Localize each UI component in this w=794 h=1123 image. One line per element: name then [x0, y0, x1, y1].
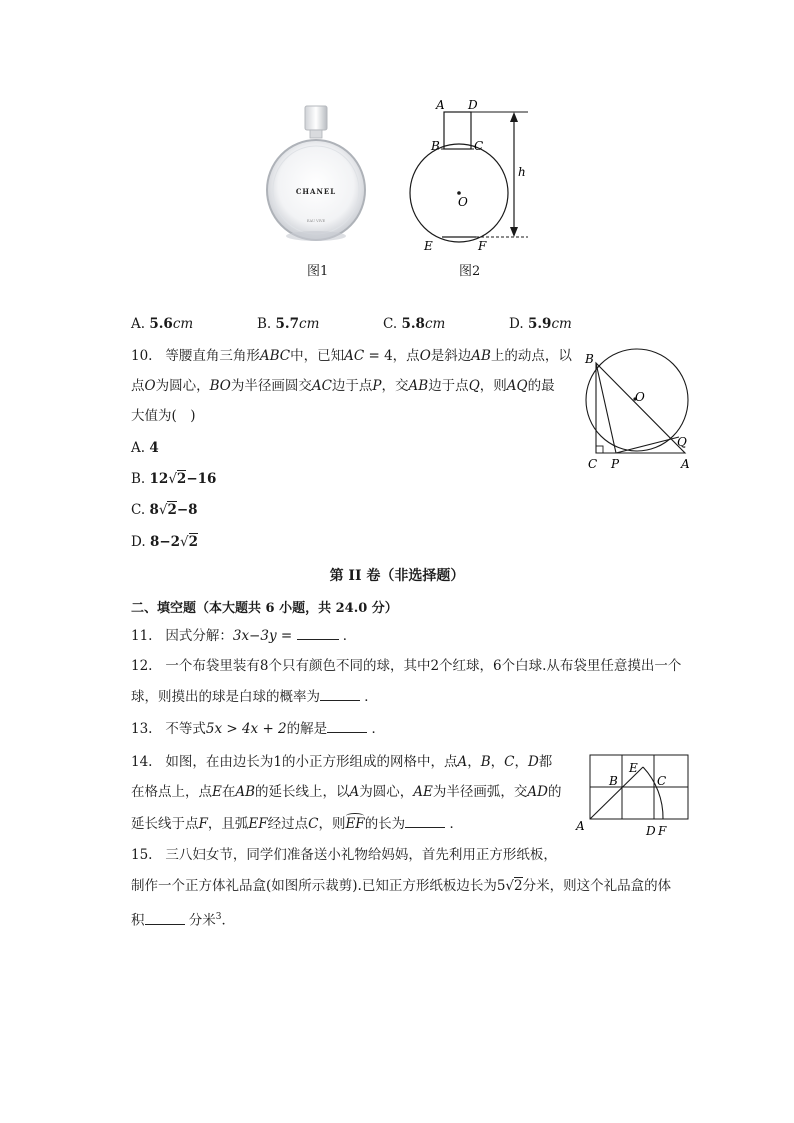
option-value: 12 [149, 471, 169, 487]
math-expression: 3x−3y [232, 628, 277, 644]
label-q: Q [677, 435, 687, 449]
text: 是斜边 [430, 348, 472, 364]
text: ，则 [479, 378, 507, 394]
text: ，交 [381, 378, 409, 394]
triangle-abc [596, 363, 685, 453]
section-fill-in-blank: 二、填空题（本大题共 6 小题，共 24.0 分） [131, 601, 398, 616]
math: O [419, 348, 431, 364]
q10-line-2 [131, 376, 555, 396]
arrow-head-top [510, 112, 518, 122]
text: 因式分解： [165, 628, 233, 644]
text: 边于点 [331, 378, 373, 394]
figure-2-caption: 图2 [459, 264, 481, 279]
option-value: −8 [176, 502, 198, 518]
question-number: 12. [131, 658, 153, 674]
answer-blank[interactable] [320, 686, 360, 701]
label-p: P [611, 457, 620, 471]
text: ． [371, 721, 385, 737]
text: ． [221, 912, 236, 929]
label-a: A [436, 98, 445, 112]
radicand: 2 [514, 878, 523, 894]
superscript: 3 [215, 912, 222, 922]
option-unit: cm [551, 316, 572, 332]
question-number: 11. [131, 628, 153, 644]
option-letter: A. [131, 440, 146, 456]
option-letter: B. [131, 471, 146, 487]
text: 制作一个正方体礼品盒(如图所示裁剪).已知正方形纸板边长为 [131, 878, 497, 894]
text: = [276, 628, 297, 644]
arc-mark-icon [346, 813, 363, 819]
text: 三八妇女节，同学们准备送小礼物给妈妈，首先利用正方形纸板， [165, 847, 557, 863]
math: AQ [506, 378, 528, 394]
text: 的解是 [286, 721, 328, 737]
text: 在格点上，点 [131, 784, 212, 800]
text: ， [490, 754, 505, 770]
q12-line-2 [131, 686, 378, 707]
math: BO [209, 378, 231, 394]
question-number: 14. [131, 754, 153, 770]
grid-lines [590, 755, 688, 819]
math: AB [235, 784, 256, 800]
label-o: O [635, 390, 645, 404]
q14-line-2 [131, 782, 561, 802]
question-number: 10. [131, 348, 153, 364]
radicand: 2 [167, 502, 177, 518]
sqrt-symbol: √ [168, 471, 177, 487]
text: 分米 [188, 912, 216, 929]
option-unit: cm [172, 316, 194, 332]
text: 球，则摸出的球是白球的概率为 [131, 689, 320, 705]
q15-line-3 [131, 907, 235, 931]
q14-grid-svg [572, 748, 694, 840]
text: 为圆心， [359, 784, 414, 800]
math: EF [248, 816, 268, 832]
label-d: D [646, 824, 656, 838]
math: D [527, 754, 539, 770]
label-h: h [518, 165, 526, 179]
text: 为圆心， [155, 378, 210, 394]
question-number: 15. [131, 847, 153, 863]
option-value: 5.8 [401, 316, 425, 332]
answer-blank[interactable] [405, 813, 445, 828]
segment-bp [596, 363, 616, 453]
option-value: 5.6 [149, 316, 173, 332]
math: AE [413, 784, 433, 800]
option-letter: A. [131, 316, 146, 332]
figure-1-perfume-bottle [258, 100, 373, 250]
q9-option-b[interactable] [257, 316, 319, 332]
math: A [457, 754, 468, 770]
text: 都 [538, 754, 553, 770]
figure-1-caption: 图1 [307, 264, 329, 279]
text: 点 [131, 378, 145, 394]
text: 的 [547, 784, 562, 800]
q10-circle-triangle-svg [578, 345, 700, 475]
math: O [144, 378, 156, 394]
option-letter: C. [131, 502, 146, 518]
q10-option-b[interactable] [131, 471, 216, 487]
math: C [308, 816, 319, 832]
text: ． [364, 689, 378, 705]
option-unit: cm [299, 316, 320, 332]
option-value: 5.7 [275, 316, 300, 332]
text: 如图，在由边长为1的小正方形组成的网格中，点 [165, 754, 458, 770]
radicand: 2 [188, 534, 199, 550]
math: B [480, 754, 491, 770]
text: ， [514, 754, 528, 770]
math: A [349, 784, 360, 800]
math: AB [471, 348, 491, 364]
text: 为半径画弧，交 [432, 784, 528, 800]
label-e: E [629, 761, 638, 775]
radicand: 2 [176, 471, 187, 487]
math: C [504, 754, 515, 770]
right-angle-mark [596, 446, 603, 453]
math: 5 [496, 878, 506, 894]
bottle-sub-text: EAU VIVE [306, 219, 326, 223]
label-c: C [657, 774, 667, 788]
label-b: B [431, 139, 440, 153]
option-value: 8−2 [149, 534, 181, 550]
q9-option-a[interactable] [131, 316, 193, 332]
text: 上的动点，以 [490, 348, 572, 364]
answer-blank[interactable] [145, 910, 185, 925]
q10-line-3: 大值为( ) [131, 408, 196, 424]
label-a: A [681, 457, 690, 471]
arc-ef [345, 814, 364, 834]
q14-grid-figure [572, 748, 694, 840]
text: 积 [131, 912, 145, 929]
label-c: C [588, 457, 598, 471]
math: AC [344, 348, 365, 364]
option-value: 4 [149, 440, 159, 456]
option-letter: D. [131, 534, 146, 550]
segment-pq [616, 437, 679, 453]
math: E [212, 784, 222, 800]
text: = 4，点 [364, 348, 420, 364]
sqrt-symbol: √ [505, 878, 515, 894]
label-a: A [576, 819, 585, 833]
sqrt-symbol: √ [180, 534, 189, 550]
math: EF [345, 816, 365, 832]
q10-option-d[interactable] [131, 534, 198, 550]
option-letter: C. [383, 316, 398, 332]
text: ，且弧 [207, 816, 249, 832]
q12-line-1 [131, 656, 681, 676]
math-expression: 5x > 4x + 2 [205, 721, 287, 737]
text: 经过点 [267, 816, 309, 832]
q11-line [131, 625, 356, 646]
text: 的延长线上，以 [255, 784, 350, 800]
q10-option-c[interactable] [131, 502, 198, 518]
figure-2-diagram [400, 92, 550, 262]
text: 分米，则这个礼品盒的体 [522, 878, 672, 894]
math: ABC [259, 348, 291, 364]
q9-option-d[interactable] [509, 316, 572, 332]
option-unit: cm [424, 316, 446, 332]
text: 中，已知 [290, 348, 345, 364]
q9-option-c[interactable] [383, 316, 445, 332]
text: 等腰直角三角形 [165, 348, 260, 364]
math: P [372, 378, 382, 394]
label-e: E [424, 239, 433, 253]
part-2-title: 第 II 卷（非选择题） [329, 568, 465, 584]
text: ，则 [318, 816, 346, 832]
perfume-bottle-image [258, 100, 373, 250]
text: 为半径画圆交 [230, 378, 312, 394]
text: 边于点 [428, 378, 469, 394]
label-d: D [468, 98, 478, 112]
label-f: F [658, 824, 667, 838]
label-f: F [478, 239, 487, 253]
q15-line-2 [131, 876, 671, 896]
text: 一个布袋里装有8个只有颜色不同的球，其中2个红球，6个白球.从布袋里任意摸出一个 [165, 658, 682, 674]
label-c: C [474, 139, 484, 153]
text: 不等式 [165, 721, 206, 737]
text: 在 [221, 784, 236, 800]
q13-line [131, 718, 385, 739]
bottle-brand-text: CHANEL [295, 187, 337, 196]
option-letter: B. [257, 316, 272, 332]
math: AC [311, 378, 332, 394]
answer-blank[interactable] [297, 625, 339, 640]
math: AD [527, 784, 548, 800]
label-o: O [458, 195, 468, 209]
label-b: B [585, 352, 594, 366]
option-value: 5.9 [527, 316, 552, 332]
question-number: 13. [131, 721, 153, 737]
text: ， [467, 754, 481, 770]
label-b: B [609, 774, 618, 788]
q14-line-1 [131, 752, 552, 772]
q15-line-1 [131, 845, 557, 865]
math: Q [468, 378, 480, 394]
q10-option-a[interactable] [131, 440, 159, 456]
sqrt-symbol: √ [158, 502, 168, 518]
arrow-head-bottom [510, 227, 518, 237]
option-value: 8 [149, 502, 159, 518]
answer-blank[interactable] [327, 718, 367, 733]
text: 的最 [527, 378, 555, 394]
option-letter: D. [509, 316, 524, 332]
option-value: −16 [186, 471, 217, 487]
bottle-cross-section-svg [400, 92, 550, 262]
math: AB [408, 378, 429, 394]
text: 延长线于点 [131, 816, 199, 832]
q14-line-3 [131, 813, 463, 834]
text: 的长为 [364, 816, 406, 832]
text: ． [342, 628, 357, 644]
text: ． [449, 816, 463, 832]
q10-figure [578, 345, 700, 475]
math: F [198, 816, 208, 832]
q10-line-1 [131, 346, 572, 366]
